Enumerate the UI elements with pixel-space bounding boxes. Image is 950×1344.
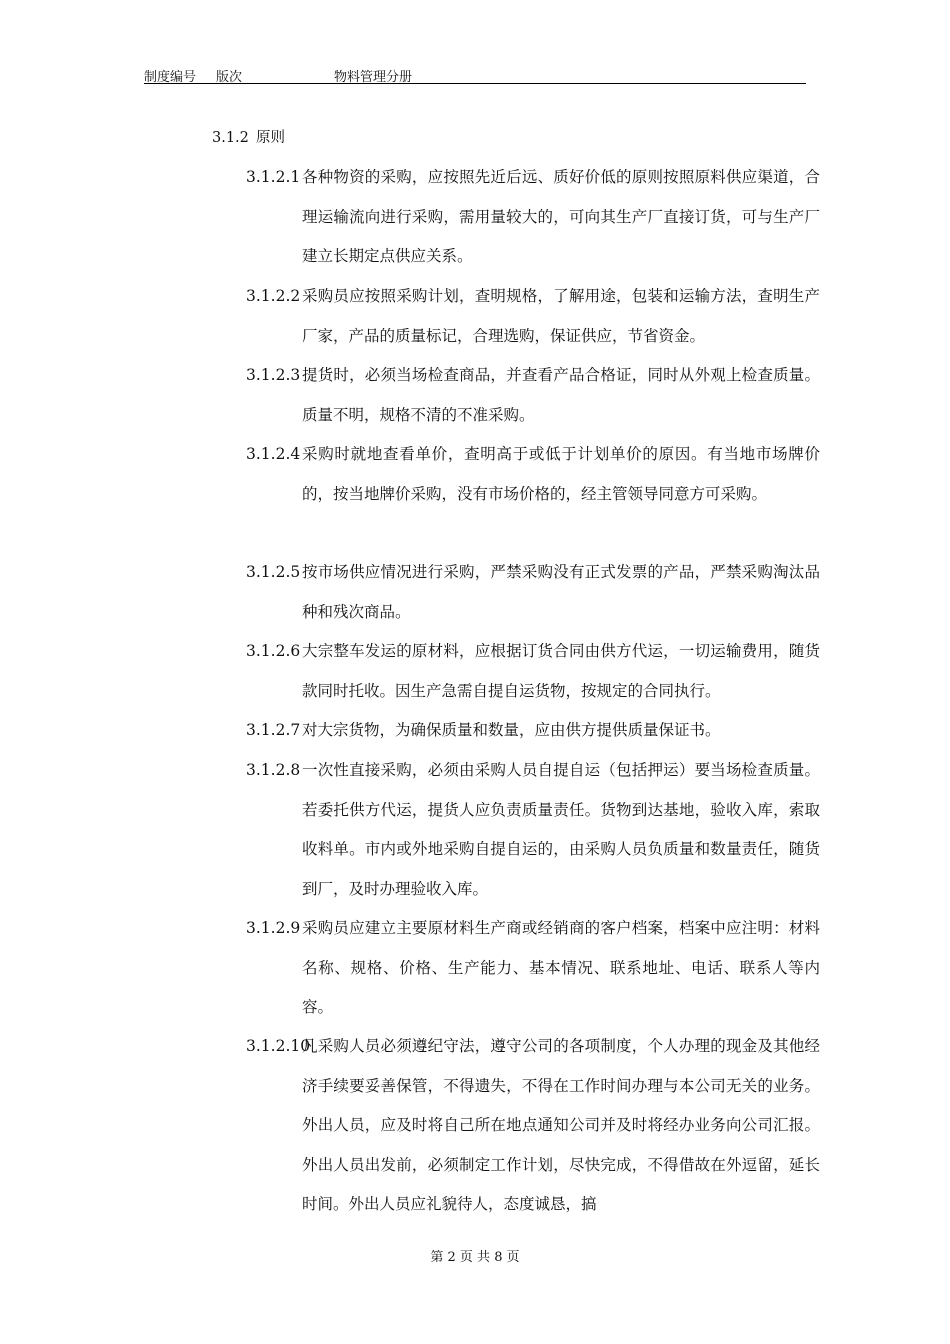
clause-text: 凡采购人员必须遵纪守法，遵守公司的各项制度，个人办理的现金及其他经济手续要妥善保管，不得遗失，不得在工作时间办理与本公司无关的业务。外出人员，应及时将自己所在地点通知公司并及时将经办业务向公司汇报。外出人员出发前，必须制定工作计划，尽快完成，不得借故在外逗留，延长时间。外出人员应礼貌待人，态度诚恳，搞 <box>302 1037 820 1213</box>
clause <box>246 158 820 277</box>
clause <box>246 435 820 514</box>
clause <box>246 356 820 435</box>
clause-number: 3.1.2.3 <box>246 366 301 384</box>
clause-number: 3.1.2.5 <box>246 563 301 581</box>
clause-text: 各种物资的采购，应按照先近后远、质好价低的原则按照原料供应渠道，合理运输流向进行采购，需用量较大的，可向其生产厂直接订货，可与生产厂建立长期定点供应关系。 <box>302 168 820 265</box>
doc-code-label: 制度编号 <box>144 70 197 85</box>
clause <box>246 711 820 751</box>
clause-text: 一次性直接采购，必须由采购人员自提自运（包括押运）要当场检查质量。若委托供方代运，提货人应负责质量责任。货物到达基地，验收入库，索取收料单。市内或外地采购自提自运的，由采购人员负质量和数量责任，随货到厂，及时办理验收入库。 <box>302 761 820 898</box>
clause-text: 采购员应建立主要原材料生产商或经销商的客户档案，档案中应注明：材料名称、规格、价格、生产能力、基本情况、联系地址、电话、联系人等内容。 <box>302 919 820 1016</box>
clause-number: 3.1.2.2 <box>246 287 301 305</box>
clause-number: 3.1.2.10 <box>246 1037 311 1055</box>
page-number: 第 2 页 共 8 页 <box>430 1250 520 1265</box>
clause-number: 3.1.2.9 <box>246 919 301 937</box>
clause <box>246 632 820 711</box>
clause <box>246 277 820 356</box>
clause-number: 3.1.2.8 <box>246 761 301 779</box>
clause <box>246 751 820 909</box>
version-label: 版次 <box>216 70 243 85</box>
clause-number: 3.1.2.4 <box>246 445 301 463</box>
section-title: 原则 <box>256 130 285 146</box>
section-heading <box>212 126 285 147</box>
clause <box>246 1027 820 1225</box>
clause-text: 按市场供应情况进行采购，严禁采购没有正式发票的产品，严禁采购淘汰品种和残次商品。 <box>302 563 820 621</box>
page-header <box>144 64 806 84</box>
document-title: 物料管理分册 <box>334 70 413 85</box>
clause-text: 采购时就地查看单价，查明高于或低于计划单价的原因。有当地市场牌价的，按当地牌价采购，没有市场价格的，经主管领导同意方可采购。 <box>302 445 820 503</box>
header-divider <box>144 83 806 84</box>
clause-text: 提货时，必须当场检查商品，并查看产品合格证，同时从外观上检查质量。质量不明，规格不清的不准采购。 <box>302 366 820 424</box>
clause-number: 3.1.2.6 <box>246 642 301 660</box>
clause-text: 采购员应按照采购计划，查明规格，了解用途，包装和运输方法，查明生产厂家，产品的质量标记，合理选购，保证供应，节省资金。 <box>302 287 820 345</box>
section-number: 3.1.2 <box>212 130 249 146</box>
clause-number: 3.1.2.1 <box>246 168 301 186</box>
clause-text: 大宗整车发运的原材料，应根据订货合同由供方代运，一切运输费用，随货款同时托收。因生产急需自提自运货物，按规定的合同执行。 <box>302 642 820 700</box>
clause <box>246 553 820 632</box>
clause-text: 对大宗货物，为确保质量和数量，应由供方提供质量保证书。 <box>302 721 721 739</box>
clause-number: 3.1.2.7 <box>246 721 301 739</box>
clause <box>246 909 820 1028</box>
